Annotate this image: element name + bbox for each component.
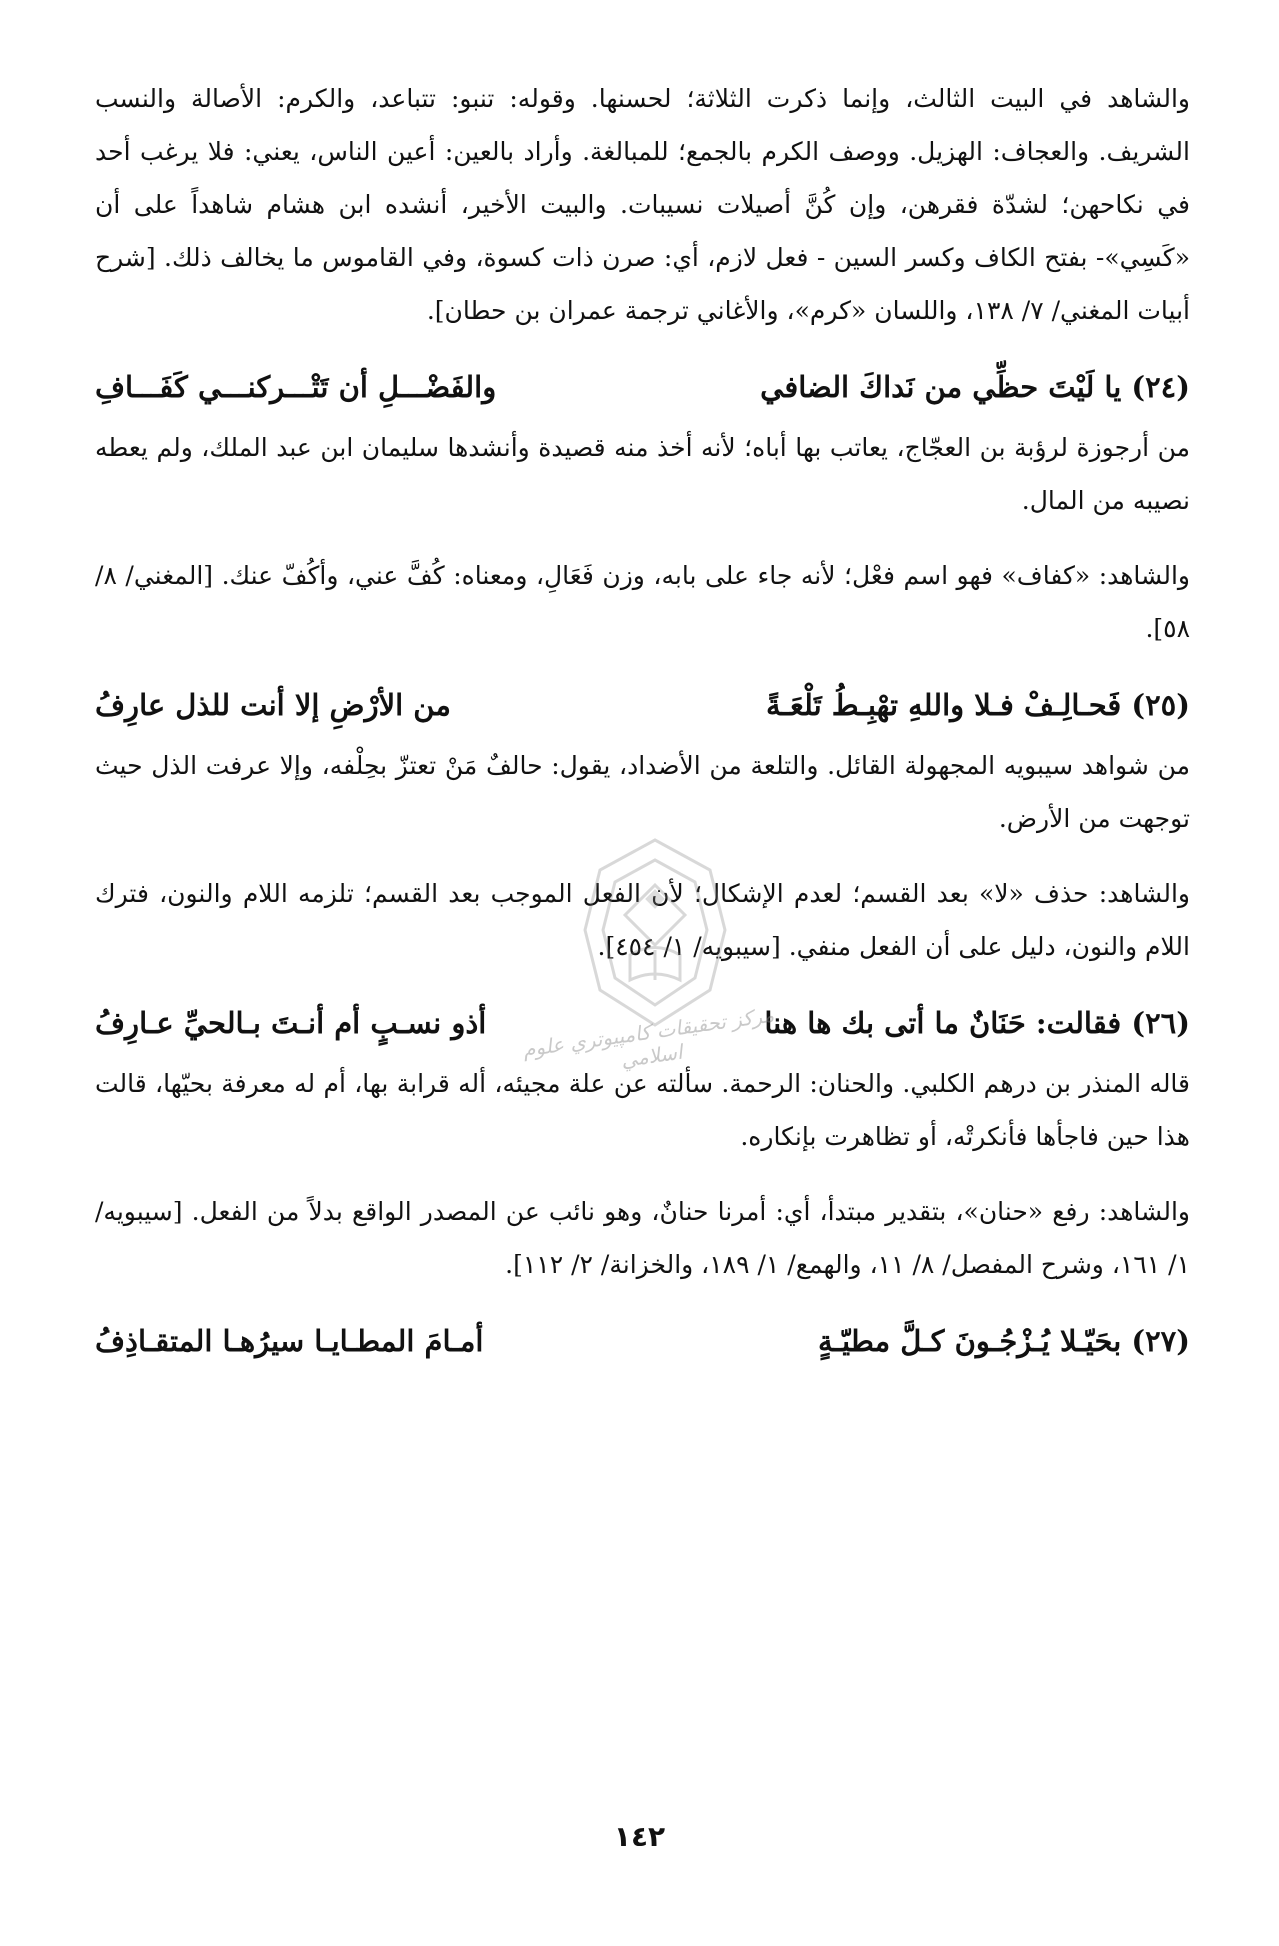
- verse-second-hemistich: أذو نسـبٍ أم أنـتَ بـالحيِّ عـارِفُ: [95, 1006, 487, 1040]
- page-number: ١٤٢: [613, 1820, 666, 1853]
- verse-second-hemistich: أمـامَ المطـايـا سيرُهـا المتقـاذِفُ: [95, 1324, 484, 1358]
- commentary-paragraph: والشاهد: «كفاف» فهو اسم فعْل؛ لأنه جاء على بابه، وزن فَعَالِ، ومعناه: كُفَّ عني، وأكُفّ عنك. [المغني/ ٨/ ٥٨].: [95, 561, 1190, 643]
- commentary-paragraph: والشاهد: حذف «لا» بعد القسم؛ لعدم الإشكال؛ لأن الفعل الموجب بعد القسم؛ تلزمه اللام والنون، فترك اللام والنون، دليل على أن الفعل منفي. [سيبويه/ ١/ ٤٥٤].: [95, 879, 1190, 961]
- verse-first-hemistich: (٢٦) فقالت: حَنَانٌ ما أتى بك ها هنا: [764, 1006, 1190, 1040]
- commentary-paragraph: قاله المنذر بن درهم الكلبي. والحنان: الرحمة. سألته عن علة مجيئه، أله قرابة بها، أم له معرفة بحيّها، قالت هذا حين فاجأها فأنكرتْه، أو تظاهرت بإنكاره.: [95, 1069, 1191, 1151]
- verse-24: [95, 357, 1190, 417]
- verse-second-hemistich: والفَضْـــلِ أن تَتْـــركنـــي كَفَـــافِ: [95, 370, 497, 404]
- commentary-paragraph: من أرجوزة لرؤبة بن العجّاج، يعاتب بها أباه؛ لأنه أخذ منه قصيدة وأنشدها سليمان ابن عبد الملك، ولم يعطه نصيبه من المال.: [95, 433, 1190, 515]
- verse-first-hemistich: (٢٤) يا لَيْتَ حظِّي من نَداكَ الضافي: [760, 370, 1190, 404]
- verse-second-hemistich: من الأرْضِ إلا أنت للذل عارِفُ: [95, 688, 451, 722]
- commentary-paragraph: من شواهد سيبويه المجهولة القائل. والتلعة من الأضداد، يقول: حالفٌ مَنْ تعتزّ بحِلْفه، وإلا عرفت الذل حيث توجهت من الأرض.: [95, 751, 1190, 833]
- verse-27: [95, 1311, 1190, 1371]
- verse-26: [95, 993, 1190, 1053]
- book-page: [95, 72, 1190, 1375]
- verse-first-hemistich: (٢٥) فَحـالِـفْ فـلا واللهِ تهْبِـطُ تَلْعَـةً: [766, 688, 1190, 722]
- watermark-caption: مركز تحقيقات كامپيوتري علوم اسلامي: [521, 1002, 776, 1073]
- verse-first-hemistich: (٢٧) بحَيّـلا يُـزْجُـونَ كـلَّ مطيّـةٍ: [818, 1324, 1190, 1358]
- commentary-paragraph: والشاهد في البيت الثالث، وإنما ذكرت الثلاثة؛ لحسنها. وقوله: تنبو: تتباعد، والكرم: الأصالة والنسب الشريف. والعجاف: الهزيل. ووصف الكرم بالجمع؛ للمبالغة. وأراد بالعين: أعين الناس، يعني: فلا يرغب أحد في نكاحهن؛ لشدّة فقرهن، وإن كُنَّ أصيلات نسيبات. والبيت الأخير، أنشده ابن هشام شاهداً على أن «كَسِي»- بفتح الكاف وكسر السين - فعل لازم، أي: صرن ذات كسوة، وفي القاموس ما يخالف ذلك. [شرح أبيات المغني/ ٧/ ١٣٨، واللسان «كرم»، والأغاني ترجمة عمران بن حطان].: [95, 84, 1190, 325]
- commentary-paragraph: والشاهد: رفع «حنان»، بتقدير مبتدأ، أي: أمرنا حنانٌ، وهو نائب عن المصدر الواقع بدلاً من الفعل. [سيبويه/ ١/ ١٦١، وشرح المفصل/ ٨/ ١١، والهمع/ ١/ ١٨٩، والخزانة/ ٢/ ١١٢].: [95, 1197, 1190, 1279]
- verse-25: [95, 675, 1190, 735]
